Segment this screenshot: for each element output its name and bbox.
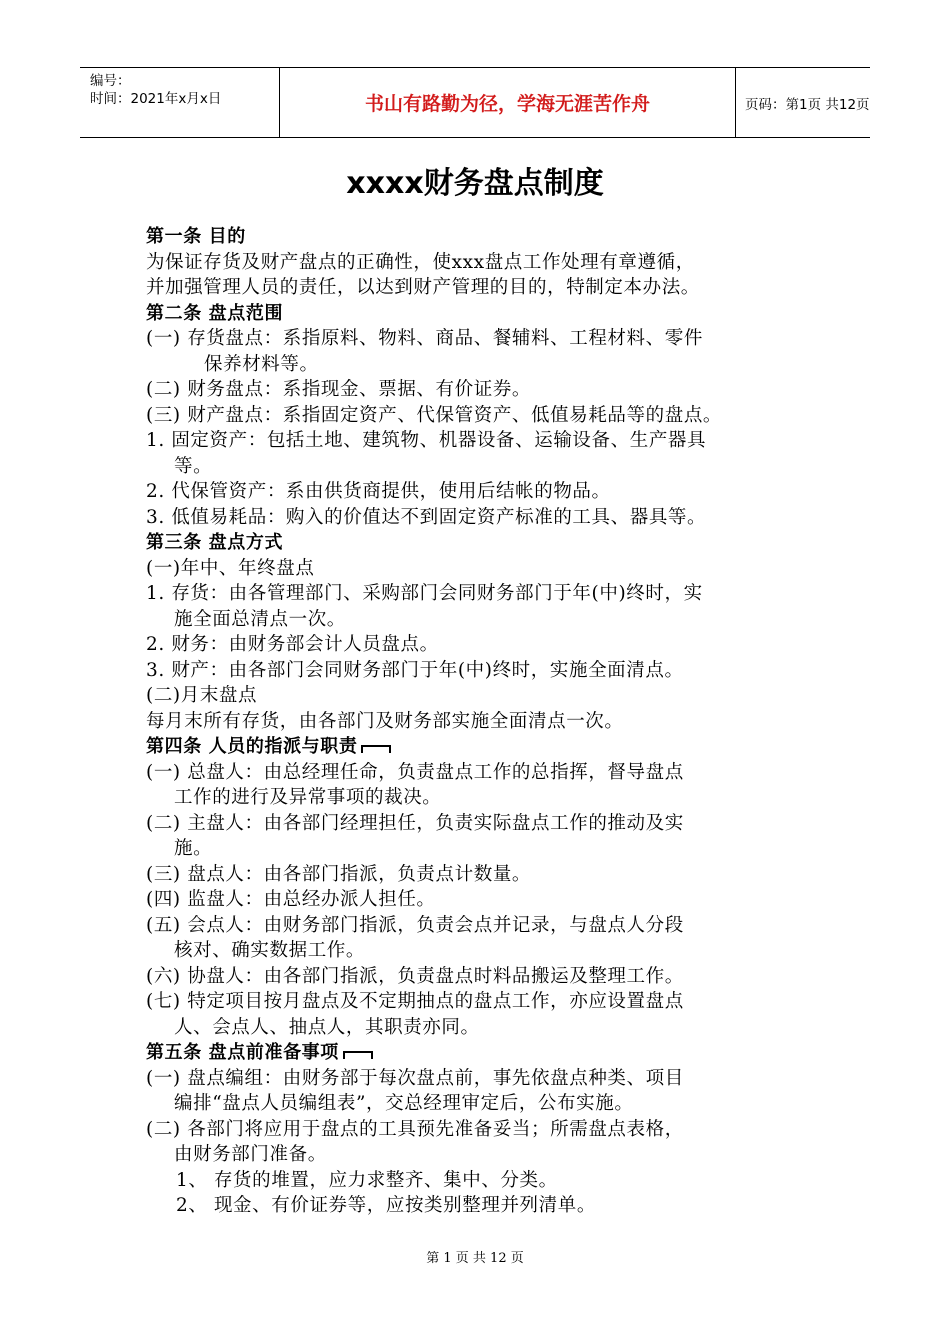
line-text: (一)年中、年终盘点 bbox=[146, 557, 315, 579]
article-heading bbox=[146, 734, 826, 760]
line-text: 1. 存货：由各管理部门、采购部门会同财务部门于年(中)终时，实 bbox=[146, 583, 703, 604]
line-text: (二) 主盘人：由各部门经理担任，负责实际盘点工作的推动及实 bbox=[146, 812, 684, 834]
line-text: (二) 各部门将应用于盘点的工具预先准备妥当；所需盘点表格， bbox=[146, 1118, 684, 1140]
body-line bbox=[146, 632, 826, 658]
line-text: 3. 财产：由各部门会同财务部门于年(中)终时，实施全面清点。 bbox=[146, 659, 684, 681]
body-line bbox=[146, 683, 826, 709]
line-text: 每月末所有存货，由各部门及财务部实施全面清点一次。 bbox=[146, 710, 624, 732]
body-line bbox=[146, 989, 826, 1015]
article-heading bbox=[146, 224, 826, 250]
body-line bbox=[146, 1142, 826, 1168]
body-line bbox=[146, 709, 826, 735]
header-page-info: 页码：第1页 共12页 bbox=[745, 96, 870, 113]
body-line bbox=[146, 964, 826, 990]
header-motto: 书山有路勤为径，学海无涯苦作舟 bbox=[280, 68, 736, 137]
article-heading bbox=[146, 530, 826, 556]
body-line bbox=[146, 862, 826, 888]
body-line bbox=[146, 658, 826, 684]
page-header bbox=[80, 67, 870, 138]
line-text: 1、 存货的堆置，应力求整齐、集中、分类。 bbox=[176, 1169, 558, 1191]
line-text: 等。 bbox=[174, 455, 213, 477]
line-text: 工作的进行及异常事项的裁决。 bbox=[174, 787, 442, 808]
line-text: 第五条 盘点前准备事项 bbox=[146, 1042, 339, 1063]
line-text: (五) 会点人：由财务部门指派，负责会点并记录，与盘点人分段 bbox=[146, 914, 684, 936]
line-text: (一) 盘点编组：由财务部于每次盘点前，事先依盘点种类、项目 bbox=[146, 1067, 684, 1089]
number-label: 编号： bbox=[90, 73, 131, 89]
line-text: (三) 盘点人：由各部门指派，负责点计数量。 bbox=[146, 863, 532, 885]
body-line bbox=[146, 1117, 826, 1143]
line-text: (七) 特定项目按月盘点及不定期抽点的盘点工作，亦应设置盘点 bbox=[146, 991, 684, 1012]
line-text: (三) 财产盘点：系指固定资产、代保管资产、低值易耗品等的盘点。 bbox=[146, 404, 723, 426]
body-line bbox=[146, 556, 826, 582]
article-heading bbox=[146, 1040, 826, 1066]
body-line bbox=[146, 607, 826, 633]
line-text: (二)月末盘点 bbox=[146, 685, 258, 706]
article-heading bbox=[146, 301, 826, 327]
body-line bbox=[146, 1091, 826, 1117]
body-line bbox=[146, 377, 826, 403]
line-text: 2. 代保管资产：系由供货商提供，使用后结帐的物品。 bbox=[146, 481, 611, 502]
body-line bbox=[146, 479, 826, 505]
paragraph-mark-icon bbox=[343, 1051, 373, 1059]
line-text: 人、会点人、抽点人，其职责亦同。 bbox=[174, 1016, 480, 1038]
line-text: 编排“盘点人员编组表”，交总经理审定后，公布实施。 bbox=[174, 1093, 634, 1114]
line-text: 第一条 目的 bbox=[146, 226, 246, 247]
body-line bbox=[146, 352, 826, 378]
body-line bbox=[146, 1168, 826, 1194]
body-line bbox=[146, 938, 826, 964]
header-meta bbox=[80, 68, 280, 137]
document-body bbox=[146, 224, 826, 1219]
line-text: 为保证存货及财产盘点的正确性，使xxx盘点工作处理有章遵循， bbox=[146, 251, 695, 273]
body-line bbox=[146, 760, 826, 786]
body-line bbox=[146, 1193, 826, 1219]
line-text: 第三条 盘点方式 bbox=[146, 532, 284, 553]
body-line bbox=[146, 836, 826, 862]
line-text: (四) 监盘人：由总经办派人担任。 bbox=[146, 889, 436, 910]
body-line bbox=[146, 811, 826, 837]
date-label: 时间：2021年x月x日 bbox=[90, 91, 222, 107]
line-text: 施全面总清点一次。 bbox=[174, 608, 346, 630]
line-text: (六) 协盘人：由各部门指派，负责盘点时料品搬运及整理工作。 bbox=[146, 965, 684, 987]
line-text: 核对、确实数据工作。 bbox=[174, 940, 366, 961]
line-text: 2. 财务：由财务部会计人员盘点。 bbox=[146, 634, 439, 655]
paragraph-mark-icon bbox=[361, 745, 391, 753]
line-text: 3. 低值易耗品：购入的价值达不到固定资产标准的工具、器具等。 bbox=[146, 506, 707, 528]
page-footer: 第 1 页 共 12 页 bbox=[426, 1251, 524, 1266]
line-text: (一) 存货盘点：系指原料、物料、商品、餐辅料、工程材料、零件 bbox=[146, 328, 703, 349]
line-text: 施。 bbox=[174, 838, 213, 859]
line-text: 第二条 盘点范围 bbox=[146, 302, 284, 324]
line-text: (一) 总盘人：由总经理任命，负责盘点工作的总指挥，督导盘点 bbox=[146, 761, 684, 783]
body-line bbox=[146, 1066, 826, 1092]
body-line bbox=[146, 250, 826, 276]
line-text: 1. 固定资产：包括土地、建筑物、机器设备、运输设备、生产器具 bbox=[146, 430, 707, 451]
line-text: (二) 财务盘点：系指现金、票据、有价证券。 bbox=[146, 379, 532, 400]
body-line bbox=[146, 403, 826, 429]
body-line bbox=[146, 428, 826, 454]
body-line bbox=[146, 454, 826, 480]
line-text: 2、 现金、有价证券等，应按类别整理并列清单。 bbox=[176, 1195, 596, 1216]
line-text: 保养材料等。 bbox=[204, 353, 319, 375]
body-line bbox=[146, 1015, 826, 1041]
body-line bbox=[146, 581, 826, 607]
line-text: 由财务部门准备。 bbox=[174, 1144, 327, 1165]
line-text: 第四条 人员的指派与职责 bbox=[146, 736, 358, 757]
body-line bbox=[146, 275, 826, 301]
body-line bbox=[146, 785, 826, 811]
document-title: xxxx财务盘点制度 bbox=[346, 166, 604, 201]
body-line bbox=[146, 913, 826, 939]
body-line bbox=[146, 887, 826, 913]
body-line bbox=[146, 505, 826, 531]
line-text: 并加强管理人员的责任，以达到财产管理的目的，特制定本办法。 bbox=[146, 277, 700, 298]
body-line bbox=[146, 326, 826, 352]
